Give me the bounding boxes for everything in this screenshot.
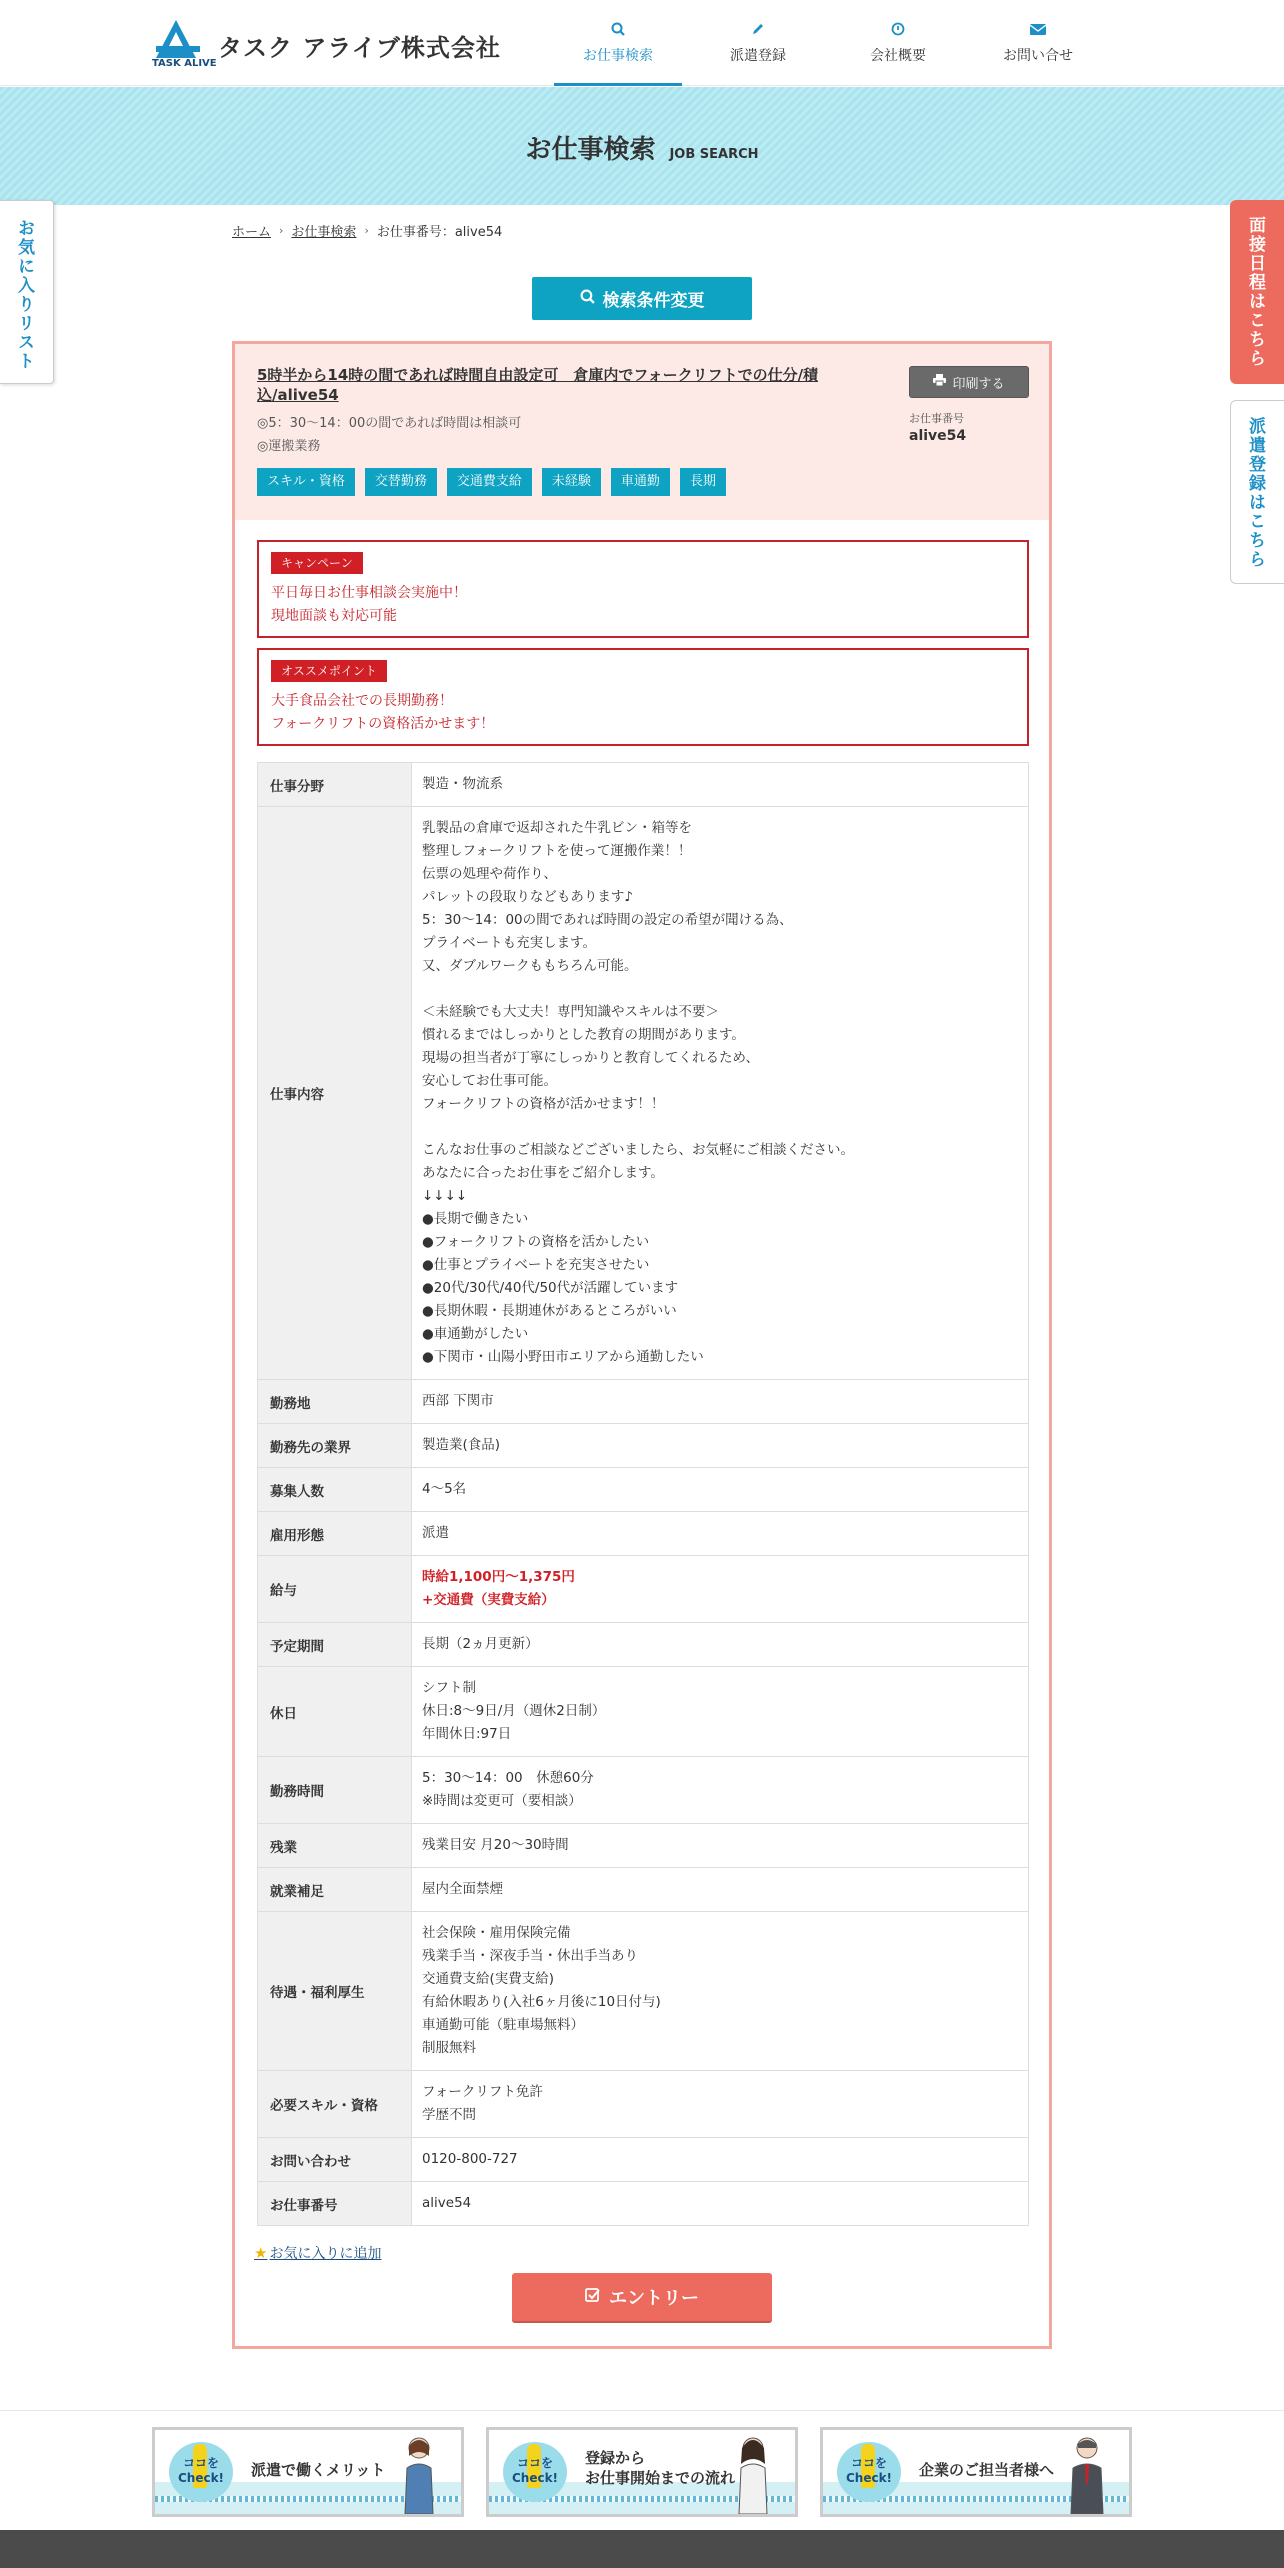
table-row xyxy=(258,1512,1029,1556)
check-badge-icon xyxy=(503,2442,567,2502)
register-tab[interactable] xyxy=(1230,400,1284,584)
table-row xyxy=(258,763,1029,807)
table-row xyxy=(258,2071,1029,2138)
row-value: 残業目安 月20～30時間 xyxy=(412,1824,1029,1868)
search-icon xyxy=(580,289,595,308)
job-meta xyxy=(257,412,521,458)
breadcrumb-search[interactable]: お仕事検索 xyxy=(291,225,357,240)
nav-contact[interactable] xyxy=(968,0,1108,86)
row-value: alive54 xyxy=(412,2182,1029,2226)
footer-bar xyxy=(0,2530,1284,2568)
print-label: 印刷する xyxy=(952,376,1005,392)
job-tag: 車通勤 xyxy=(611,468,670,496)
table-row xyxy=(258,1757,1029,1824)
recommend-text xyxy=(271,690,494,736)
table-row xyxy=(258,2182,1029,2226)
main-nav xyxy=(548,0,1108,86)
row-label: 予定期間 xyxy=(258,1623,412,1667)
table-row xyxy=(258,1424,1029,1468)
row-value: 西部 下関市 xyxy=(412,1380,1029,1424)
nav-label: お仕事検索 xyxy=(583,48,653,64)
recommend-badge: オススメポイント xyxy=(271,660,387,682)
row-label: 就業補足 xyxy=(258,1868,412,1912)
recommend-box xyxy=(257,648,1029,746)
recommend-line: フォークリフトの資格活かせます！ xyxy=(271,716,495,732)
logo[interactable] xyxy=(152,18,501,70)
table-row xyxy=(258,2138,1029,2182)
row-value: 派遣 xyxy=(412,1512,1029,1556)
job-title[interactable]: 5時半から14時の間であれば時間自由設定可 倉庫内でフォークリフトでの仕分/積込/alive54 xyxy=(257,366,819,404)
chevron-right-icon: › xyxy=(364,224,369,237)
row-value: 長期（2ヵ月更新） xyxy=(412,1623,1029,1667)
nav-company[interactable] xyxy=(828,0,968,86)
page-hero xyxy=(0,87,1284,205)
table-row xyxy=(258,1667,1029,1757)
add-favorite-link[interactable] xyxy=(254,2243,381,2263)
salary-value: 時給1,100円～1,375円 +交通費（実費支給） xyxy=(412,1556,1029,1623)
campaign-badge: キャンペーン xyxy=(271,552,363,574)
nav-label: お問い合せ xyxy=(1003,48,1073,64)
page-title-en: JOB SEARCH xyxy=(669,147,759,162)
row-value: 4～5名 xyxy=(412,1468,1029,1512)
table-row xyxy=(258,1824,1029,1868)
logo-mark-icon xyxy=(152,18,217,70)
campaign-line: 平日毎日お仕事相談会実施中！ xyxy=(271,585,467,601)
table-row xyxy=(258,1380,1029,1424)
row-value: 0120-800-727 xyxy=(412,2138,1029,2182)
check-label: ココを Check! xyxy=(177,2456,225,2485)
row-value: 社会保険・雇用保険完備 残業手当・深夜手当・休出手当あり 交通費支給(実費支給) 有給休暇あり(入社6ヶ月後に10日付与) 車通勤可能（駐車場無料） 制服無料 xyxy=(412,1912,1029,2071)
job-tag: 未経験 xyxy=(542,468,601,496)
nav-job-search[interactable] xyxy=(548,0,688,86)
logo-sub-text: TASK ALIVE xyxy=(152,58,217,69)
entry-button[interactable] xyxy=(512,2273,772,2321)
banner-merit[interactable] xyxy=(152,2427,464,2517)
job-tag: スキル・資格 xyxy=(257,468,355,496)
info-circle-icon xyxy=(891,21,905,41)
job-number-value: alive54 xyxy=(909,428,967,444)
envelope-icon xyxy=(1030,21,1046,41)
row-label: 待遇・福利厚生 xyxy=(258,1912,412,2071)
pencil-icon xyxy=(751,21,765,41)
row-label: 残業 xyxy=(258,1824,412,1868)
footer-divider xyxy=(0,2410,1284,2411)
page-title-jp: お仕事検索 xyxy=(525,135,656,165)
woman-figure-icon xyxy=(399,2434,439,2514)
table-row xyxy=(258,1868,1029,1912)
job-detail-table xyxy=(257,762,1029,2226)
job-tag: 交替勤務 xyxy=(365,468,437,496)
breadcrumb-home[interactable]: ホーム xyxy=(232,225,272,240)
interview-schedule-tab[interactable] xyxy=(1230,200,1284,384)
favorites-list-label: お気に入りリスト xyxy=(14,219,34,371)
job-meta-type: ◎運搬業務 xyxy=(257,439,321,454)
change-search-button[interactable] xyxy=(532,277,752,320)
campaign-text xyxy=(271,582,467,628)
campaign-box xyxy=(257,540,1029,638)
row-value: フォークリフト免許 学歴不問 xyxy=(412,2071,1029,2138)
job-tag: 長期 xyxy=(680,468,726,496)
print-button[interactable] xyxy=(909,366,1029,398)
banner-company[interactable] xyxy=(820,2427,1132,2517)
site-header xyxy=(0,0,1284,86)
job-tag: 交通費支給 xyxy=(447,468,532,496)
woman-figure-icon xyxy=(733,2434,773,2514)
row-label: お仕事番号 xyxy=(258,2182,412,2226)
logo-text: タスク アライブ株式会社 xyxy=(218,34,501,62)
check-badge-icon xyxy=(837,2442,901,2502)
row-label: お問い合わせ xyxy=(258,2138,412,2182)
add-favorite-label: お気に入りに追加 xyxy=(269,2246,382,2262)
banner-text: 登録から お仕事開始までの流れ xyxy=(585,2449,736,2487)
nav-label: 会社概要 xyxy=(870,48,926,64)
row-value: 製造・物流系 xyxy=(412,763,1029,807)
search-icon xyxy=(611,21,625,41)
row-value: 乳製品の倉庫で返却された牛乳ビン・箱等を 整理しフォークリフトを使って運搬作業！！ 伝票の処理や荷作り、 パレットの段取りなどもあります♪ 5：30～14：00の間であれば時間の設定の希望が聞ける為、 プライベートも充実します。 又、ダブルワークももちろん可能。 ＜未経験でも大丈夫！専門知識やスキルは不要＞ 慣れるまではしっかりとした教育の期間があります。 現場の担当者が丁寧にしっかりと教育してくれるため、 安心してお仕事可能。 フォークリフトの資格が活かせます！！ こんなお仕事のご相談などございましたら、お気軽にご相談ください。 あなたに合ったお仕事をご紹介します。 ↓↓↓↓ ●長期で働きたい ●フォークリフトの資格を活かしたい ●仕事とプライベートを充実させたい ●20代/30代/40代/50代が活躍しています ●長期休暇・長期連休があるところがいい ●車通勤がしたい ●下関市・山陽小野田市エリアから通勤したい xyxy=(412,807,1029,1380)
row-label: 給与 xyxy=(258,1556,412,1623)
row-value: 5：30～14：00 休憩60分 ※時間は変更可（要相談） xyxy=(412,1757,1029,1824)
job-tags xyxy=(257,468,736,496)
check-badge-icon xyxy=(169,2442,233,2502)
businessman-figure-icon xyxy=(1067,2434,1107,2514)
favorites-list-tab[interactable] xyxy=(0,200,54,384)
recommend-line: 大手食品会社での長期勤務！ xyxy=(271,693,453,709)
table-row xyxy=(258,1556,1029,1623)
row-label: 雇用形態 xyxy=(258,1512,412,1556)
row-value: シフト制 休日:8～9日/月（週休2日制） 年間休日:97日 xyxy=(412,1667,1029,1757)
table-row xyxy=(258,1623,1029,1667)
row-value: 屋内全面禁煙 xyxy=(412,1868,1029,1912)
banner-text: 派遣で働くメリット xyxy=(251,2461,386,2479)
job-number-label: お仕事番号 xyxy=(909,412,964,425)
row-label: 必要スキル・資格 xyxy=(258,2071,412,2138)
table-row xyxy=(258,807,1029,1380)
check-label: ココを Check! xyxy=(511,2456,559,2485)
job-header xyxy=(235,344,1049,520)
printer-icon xyxy=(933,374,946,390)
row-value: 製造業(食品) xyxy=(412,1424,1029,1468)
campaign-line: 現地面談も対応可能 xyxy=(271,608,397,624)
job-meta-time: ◎5：30～14：00の間であれば時間は相談可 xyxy=(257,416,522,431)
row-label: 仕事内容 xyxy=(258,807,412,1380)
interview-schedule-label: 面接日程はこちら xyxy=(1245,216,1265,368)
row-label: 勤務先の業界 xyxy=(258,1424,412,1468)
entry-label: エントリー xyxy=(609,2288,699,2309)
row-label: 勤務地 xyxy=(258,1380,412,1424)
banner-text: 企業のご担当者様へ xyxy=(919,2461,1055,2479)
star-icon: ★ xyxy=(254,2244,268,2262)
register-label: 派遣登録はこちら xyxy=(1245,417,1265,569)
breadcrumb-current: お仕事番号：alive54 xyxy=(376,225,503,240)
check-label: ココを Check! xyxy=(845,2456,893,2485)
change-search-label: 検索条件変更 xyxy=(602,291,705,311)
table-row xyxy=(258,1468,1029,1512)
page-title xyxy=(0,129,1284,166)
job-card xyxy=(232,341,1052,2349)
row-label: 募集人数 xyxy=(258,1468,412,1512)
nav-label: 派遣登録 xyxy=(730,48,786,64)
chevron-right-icon: › xyxy=(279,224,284,237)
row-label: 仕事分野 xyxy=(258,763,412,807)
breadcrumb xyxy=(232,221,502,240)
nav-register[interactable] xyxy=(688,0,828,86)
row-label: 勤務時間 xyxy=(258,1757,412,1824)
banner-flow[interactable] xyxy=(486,2427,798,2517)
check-square-icon xyxy=(585,2287,601,2308)
table-row xyxy=(258,1912,1029,2071)
row-label: 休日 xyxy=(258,1667,412,1757)
